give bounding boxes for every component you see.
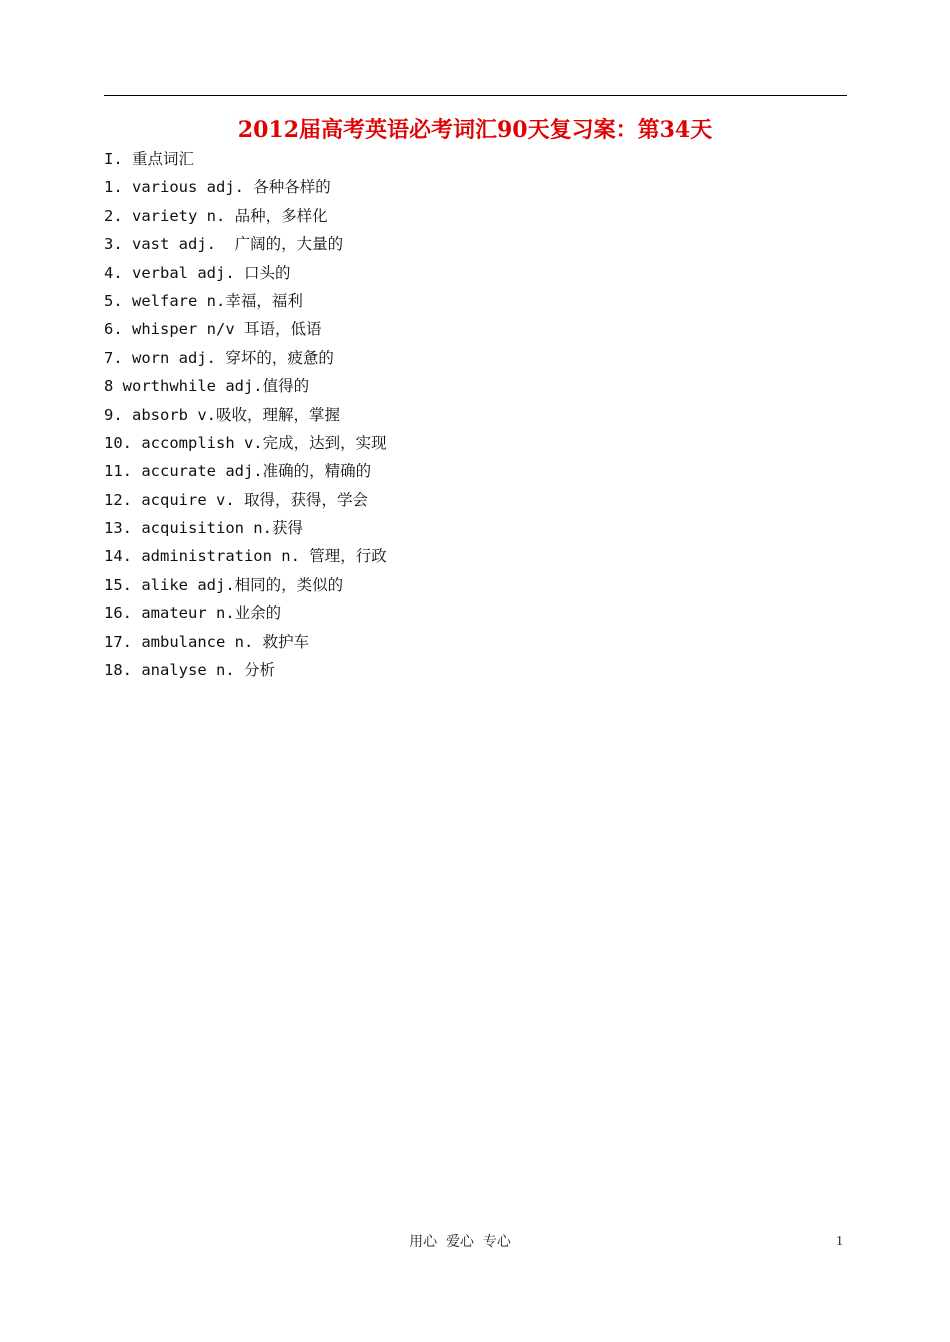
vocab-item: 8 worthwhile adj.值得的 bbox=[104, 377, 310, 396]
vocab-item: 16. amateur n.业余的 bbox=[104, 604, 282, 623]
vocab-item: 13. acquisition n.获得 bbox=[104, 519, 303, 538]
page-number: 1 bbox=[836, 1234, 843, 1249]
document-title: 2012届高考英语必考词汇90天复习案：第34天 bbox=[237, 117, 713, 143]
vocab-item: 11. accurate adj.准确的，精确的 bbox=[104, 462, 372, 481]
vocab-item: 17. ambulance n. 救护车 bbox=[104, 632, 310, 651]
footer-motto: 用心 爱心 专心 bbox=[409, 1234, 511, 1250]
section-heading: I. 重点词汇 bbox=[104, 150, 194, 168]
vocabulary-section bbox=[104, 145, 804, 684]
vocab-item: 12. acquire v. 取得，获得，学会 bbox=[104, 490, 368, 509]
vocab-item: 7. worn adj. 穿坏的，疲惫的 bbox=[104, 348, 334, 367]
vocab-item: 9. absorb v.吸收，理解，掌握 bbox=[104, 405, 340, 424]
vocab-item: 5. welfare n.幸福，福利 bbox=[104, 291, 303, 310]
vocab-item: 1. various adj. 各种各样的 bbox=[104, 178, 331, 197]
vocab-item: 4. verbal adj. 口头的 bbox=[104, 263, 291, 282]
vocab-item: 18. analyse n. 分析 bbox=[104, 661, 275, 680]
vocab-item: 10. accomplish v.完成，达到，实现 bbox=[104, 433, 387, 452]
vocab-item: 2. variety n. 品种，多样化 bbox=[104, 206, 328, 225]
vocab-item: 3. vast adj. 广阔的，大量的 bbox=[104, 235, 344, 254]
vocab-item: 6. whisper n/v 耳语，低语 bbox=[104, 320, 322, 339]
vocab-item: 14. administration n. 管理，行政 bbox=[104, 547, 387, 566]
vocab-item: 15. alike adj.相同的，类似的 bbox=[104, 575, 344, 594]
header-rule bbox=[104, 95, 847, 96]
